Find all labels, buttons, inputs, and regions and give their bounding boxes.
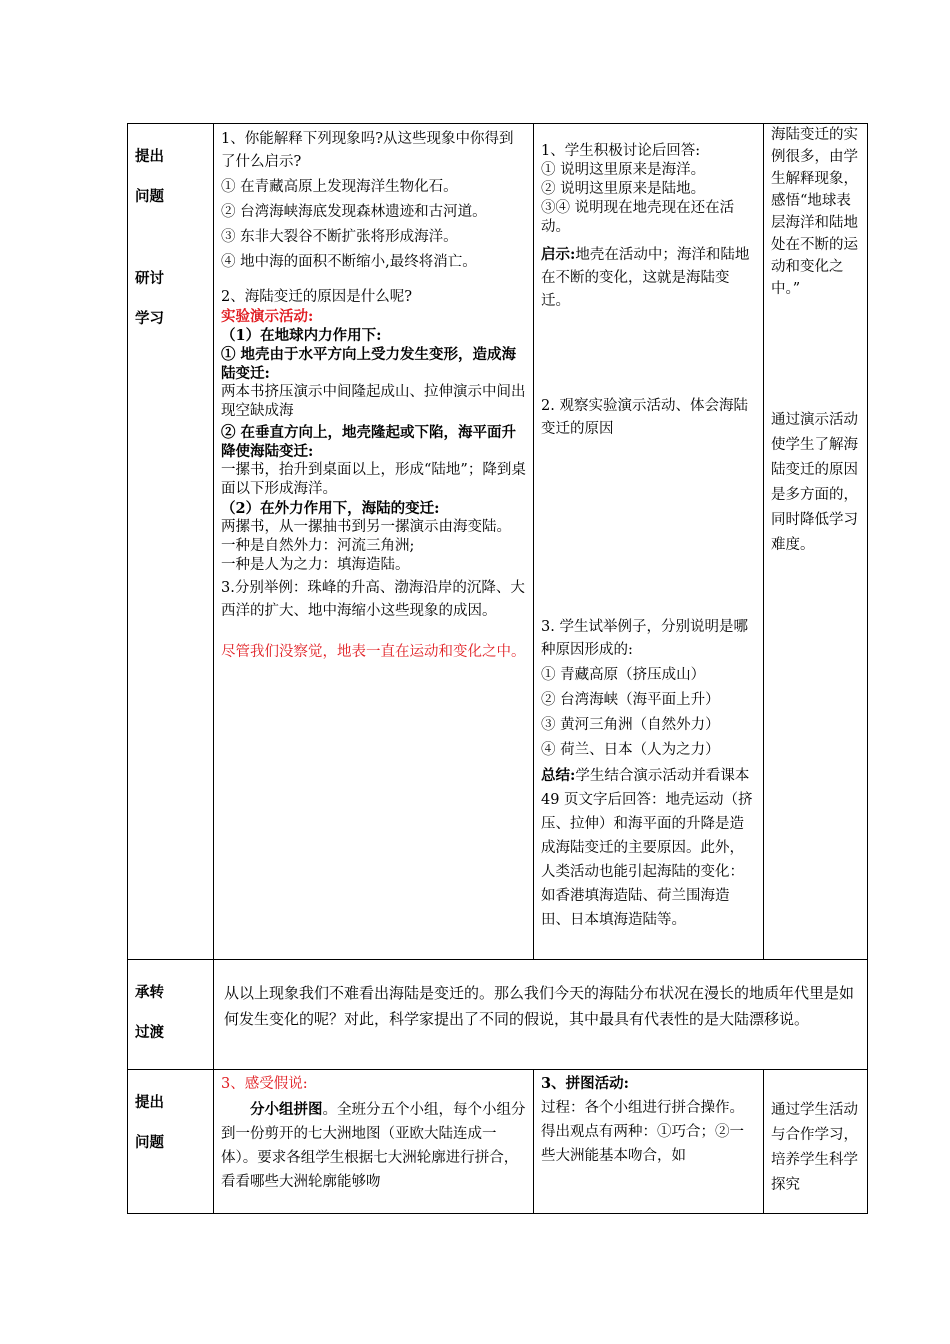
student-activity-cell bbox=[534, 124, 764, 960]
stage-label: 问题 bbox=[135, 189, 164, 205]
puzzle-result: 得出观点有两种：①巧合；②一些大洲能基本吻合，如 bbox=[541, 1124, 744, 1164]
stage-cell-transition bbox=[128, 960, 214, 1070]
answer-3-title: 3. 学生试举例子，分别说明是哪种原因形成的: bbox=[541, 619, 748, 658]
natural-force-text: 一种是自然外力：河流三角洲; bbox=[221, 538, 415, 554]
insight-text: 地壳在活动中；海洋和陆地在不断的变化，这就是海陆变迁。 bbox=[541, 247, 750, 309]
puzzle-process: 过程：各个小组进行拼合操作。 bbox=[541, 1100, 744, 1116]
stage-label: 提出 bbox=[135, 149, 164, 165]
question-1: 1、你能解释下列现象吗?从这些现象中你得到了什么启示? bbox=[221, 131, 514, 170]
phenomenon-item: ② 台湾海峡海底发现森林遗迹和古河道。 bbox=[221, 204, 487, 220]
row-inquiry-study bbox=[128, 124, 868, 960]
stage-cell-inquiry bbox=[128, 124, 214, 960]
horizontal-force-text: 两本书挤压演示中间隆起成山、拉伸演示中间出现空缺成海 bbox=[221, 384, 526, 419]
question-2: 2、海陆变迁的原因是什么呢? bbox=[221, 289, 412, 305]
teacher-activity-cell-3 bbox=[214, 1070, 534, 1214]
intent-1: 海陆变迁的实例很多，由学生解释现象，感悟“地球表层海洋和陆地处在不断的运动和变化之中。” bbox=[771, 127, 858, 297]
horizontal-force-title: ① 地壳由于水平方向上受力发生变形，造成海陆变迁: bbox=[221, 346, 517, 382]
summary-paragraph bbox=[541, 764, 756, 932]
intent-3: 通过学生活动与合作学习，培养学生科学探究 bbox=[771, 1102, 858, 1193]
puzzle-instructions bbox=[221, 1098, 526, 1194]
answer-item: ③④ 说明现在地壳现在还在活动。 bbox=[541, 200, 735, 235]
stage-label: 提出 bbox=[135, 1095, 164, 1111]
summary-label: 总结: bbox=[541, 767, 576, 784]
intent-2: 通过演示活动使学生了解海陆变迁的原因是多方面的，同时降低学习难度。 bbox=[771, 412, 858, 553]
teacher-activity-cell bbox=[214, 124, 534, 960]
external-force-title: （2）在外力作用下，海陆的变迁: bbox=[221, 500, 440, 517]
design-intent-cell-3 bbox=[764, 1070, 868, 1214]
example-item: ① 青藏高原（挤压成山） bbox=[541, 667, 706, 683]
example-item: ④ 荷兰、日本（人为之力） bbox=[541, 742, 720, 758]
lesson-plan-table bbox=[127, 123, 868, 1214]
answer-1-title: 1、学生积极讨论后回答: bbox=[541, 143, 701, 159]
answer-2: 2. 观察实验演示活动、体会海陆变迁的原因 bbox=[541, 398, 748, 437]
insight-paragraph bbox=[541, 243, 756, 313]
transition-text: 从以上现象我们不难看出海陆是变迁的。那么我们今天的海陆分布状况在漫长的地质年代里是如何发生变化的呢？对此，科学家提出了不同的假说，其中最具有代表性的是大陆漂移说。 bbox=[224, 984, 855, 1028]
row-hypothesis bbox=[128, 1070, 868, 1214]
stage-label: 学习 bbox=[135, 311, 164, 327]
phenomenon-item: ④ 地中海的面积不断缩小,最终将消亡。 bbox=[221, 254, 477, 270]
example-item: ③ 黄河三角洲（自然外力） bbox=[541, 717, 720, 733]
stage-cell-hypothesis bbox=[128, 1070, 214, 1214]
puzzle-text: 。全班分五个小组，每个小组分到一份剪开的七大洲地图（亚欧大陆连成一体）。要求各组学生根据七大洲轮廓进行拼合，看看哪些大洲轮廓能够吻 bbox=[221, 1102, 526, 1190]
hypothesis-title: 3、感受假说: bbox=[221, 1076, 308, 1092]
stage-label: 过渡 bbox=[135, 1025, 164, 1041]
vertical-force-title: ② 在垂直方向上，地壳隆起或下陷，海平面升降使海陆变迁: bbox=[221, 424, 517, 460]
row-transition bbox=[128, 960, 868, 1070]
vertical-force-text: 一摞书，抬升到桌面以上，形成“陆地”；降到桌面以下形成海洋。 bbox=[221, 462, 526, 497]
design-intent-cell bbox=[764, 124, 868, 960]
human-force-text: 一种是人为之力：填海造陆。 bbox=[221, 557, 410, 573]
stage-label: 问题 bbox=[135, 1135, 164, 1151]
answer-item: ① 说明这里原来是海洋。 bbox=[541, 162, 706, 178]
summary-text: 学生结合演示活动并看课本 49 页文字后回答：地壳运动（挤压、拉伸）和海平面的升降是造成海陆变迁的主要原因。此外，人类活动也能引起海陆的变化：如香港填海造陆、荷兰围海造田、日本填海造陆等。 bbox=[541, 768, 753, 928]
puzzle-label: 分小组拼图 bbox=[250, 1101, 323, 1118]
phenomenon-item: ① 在青藏高原上发现海洋生物化石。 bbox=[221, 179, 458, 195]
stage-label: 研讨 bbox=[135, 271, 164, 287]
stage-label: 承转 bbox=[135, 985, 164, 1001]
phenomenon-item: ③ 东非大裂谷不断扩张将形成海洋。 bbox=[221, 229, 458, 245]
insight-label: 启示: bbox=[541, 246, 576, 263]
answer-item: ② 说明这里原来是陆地。 bbox=[541, 181, 706, 197]
experiment-title: 实验演示活动: bbox=[221, 308, 314, 325]
conclusion-text: 尽管我们没察觉，地表一直在运动和变化之中。 bbox=[221, 644, 526, 660]
example-item: ② 台湾海峡（海平面上升） bbox=[541, 692, 720, 708]
transition-text-cell bbox=[214, 960, 868, 1070]
question-3: 3.分别举例：珠峰的升高、渤海沿岸的沉降、大西洋的扩大、地中海缩小这些现象的成因。 bbox=[221, 580, 525, 619]
student-activity-cell-3 bbox=[534, 1070, 764, 1214]
external-force-text: 两摞书，从一摞抽书到另一摞演示由海变陆。 bbox=[221, 519, 511, 535]
puzzle-activity-title: 3、拼图活动: bbox=[541, 1075, 629, 1092]
internal-force-title: （1）在地球内力作用下: bbox=[221, 327, 382, 344]
